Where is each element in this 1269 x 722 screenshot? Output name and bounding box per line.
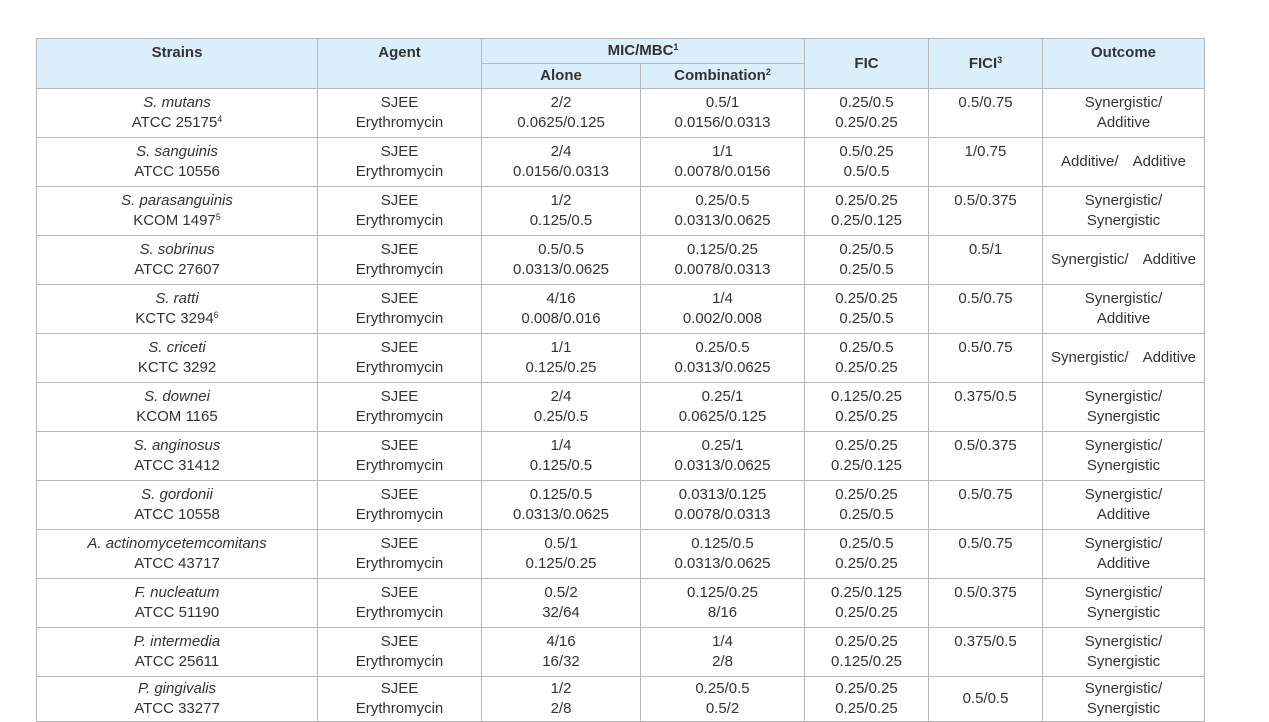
table-row	[37, 481, 1205, 530]
alone-cell	[482, 285, 641, 334]
fici-cell	[929, 383, 1043, 432]
fic-cell	[805, 89, 929, 138]
combination-value-2: 0.0313/0.0625	[674, 555, 771, 572]
strain-id: ATCC 25611	[134, 653, 220, 670]
agent-1: SJEE	[380, 290, 419, 307]
fic-cell	[805, 187, 929, 236]
agent-2: Erythromycin	[355, 653, 444, 670]
fici-value: 0.5/0.375	[954, 584, 1017, 601]
combination-value-2: 0.0313/0.0625	[674, 212, 771, 229]
alone-value-1: 0.5/0.5	[538, 241, 584, 258]
table-row	[37, 677, 1205, 722]
agent-2: Erythromycin	[355, 408, 444, 425]
strain-id: KCTC 3292	[137, 359, 217, 376]
outcome-value-2: Additive	[1096, 506, 1151, 523]
table-row	[37, 285, 1205, 334]
outcome-cell	[1043, 432, 1205, 481]
fic-value-2: 0.25/0.25	[835, 604, 898, 621]
combination-value-1: 1/1	[712, 143, 733, 160]
combination-value-2: 0.0078/0.0313	[674, 261, 771, 278]
outcome-cell	[1043, 138, 1205, 187]
agent-2: Erythromycin	[355, 506, 444, 523]
alone-value-2: 0.25/0.5	[533, 408, 589, 425]
alone-value-2: 32/64	[542, 604, 580, 621]
fici-value: 0.5/0.375	[954, 192, 1017, 209]
combination-value-1: 1/4	[712, 633, 733, 650]
agent-1: SJEE	[380, 339, 419, 356]
species-name: S. criceti	[148, 339, 206, 356]
agent-1: SJEE	[380, 633, 419, 650]
combination-value-1: 0.125/0.25	[687, 241, 758, 258]
alone-cell	[482, 579, 641, 628]
alone-value-1: 1/1	[550, 339, 572, 356]
agent-1: SJEE	[380, 388, 419, 405]
alone-value-2: 16/32	[542, 653, 580, 670]
fic-value-1: 0.25/0.5	[839, 94, 894, 111]
agent-2: Erythromycin	[355, 457, 444, 474]
alone-cell	[482, 432, 641, 481]
alone-value-1: 2/4	[550, 388, 572, 405]
footnote-marker: 3	[997, 54, 1003, 65]
outcome-cell	[1043, 628, 1205, 677]
fici-value: 0.5/0.75	[958, 535, 1013, 552]
outcome-value-1: Synergistic/	[1084, 290, 1163, 307]
fici-cell	[929, 285, 1043, 334]
agent-cell	[318, 579, 482, 628]
agent-cell	[318, 187, 482, 236]
species-name: A. actinomycetemcomitans	[87, 535, 267, 552]
outcome-cell	[1043, 677, 1205, 722]
strain-id: ATCC 10556	[134, 163, 220, 180]
outcome-value-2: Synergistic	[1086, 653, 1161, 670]
outcome-value-1: Synergistic/	[1051, 251, 1129, 268]
alone-value-1: 4/16	[546, 633, 576, 650]
agent-cell	[318, 334, 482, 383]
agent-1: SJEE	[380, 143, 419, 160]
agent-cell	[318, 677, 482, 722]
alone-cell	[482, 187, 641, 236]
strain-id: KCOM 1165	[136, 408, 218, 425]
combination-cell	[641, 187, 805, 236]
strain-cell	[37, 89, 318, 138]
outcome-value-2: Additive	[1096, 555, 1151, 572]
header-alone: Alone	[482, 64, 641, 89]
header-agent: Agent	[318, 39, 482, 89]
outcome-value-2: Additive	[1132, 153, 1186, 170]
fic-value-1: 0.25/0.25	[835, 633, 898, 650]
fic-cell	[805, 236, 929, 285]
agent-2: Erythromycin	[355, 359, 444, 376]
outcome-value-1: Synergistic/	[1084, 535, 1163, 552]
outcome-cell	[1043, 187, 1205, 236]
table-row	[37, 530, 1205, 579]
combination-cell	[641, 138, 805, 187]
alone-value-1: 1/2	[550, 680, 572, 697]
alone-cell	[482, 628, 641, 677]
alone-cell	[482, 236, 641, 285]
strain-id: KCTC 3294$^6$	[135, 310, 219, 327]
footnote-marker: 4	[217, 114, 223, 124]
species-name: S. ratti	[155, 290, 199, 307]
combination-value-1: 1/4	[712, 290, 733, 307]
combination-cell	[641, 285, 805, 334]
alone-cell	[482, 481, 641, 530]
fici-value: 0.5/0.5	[962, 690, 1009, 707]
outcome-value-1: Synergistic/	[1084, 584, 1163, 601]
agent-2: Erythromycin	[355, 114, 444, 131]
agent-1: SJEE	[380, 680, 419, 697]
species-name: S. downei	[144, 388, 210, 405]
fici-cell	[929, 187, 1043, 236]
alone-value-2: 0.125/0.25	[525, 555, 597, 572]
agent-1: SJEE	[380, 241, 419, 258]
alone-value-2: 0.125/0.5	[529, 212, 593, 229]
fic-value-1: 0.25/0.125	[831, 584, 902, 601]
fic-value-2: 0.125/0.25	[831, 653, 902, 670]
alone-cell	[482, 383, 641, 432]
strain-cell	[37, 187, 318, 236]
combination-value-1: 0.25/0.5	[695, 192, 750, 209]
combination-value-2: 0.0078/0.0156	[674, 163, 771, 180]
footnote-marker: 5	[215, 212, 221, 222]
agent-1: SJEE	[380, 94, 419, 111]
fic-cell	[805, 138, 929, 187]
fici-cell	[929, 677, 1043, 722]
fici-cell	[929, 628, 1043, 677]
alone-value-1: 0.125/0.5	[529, 486, 593, 503]
alone-value-2: 0.0625/0.125	[517, 114, 605, 131]
alone-cell	[482, 677, 641, 722]
fici-cell	[929, 89, 1043, 138]
fic-value-1: 0.25/0.25	[835, 486, 898, 503]
agent-cell	[318, 628, 482, 677]
strain-id: ATCC 43717	[134, 555, 220, 572]
alone-cell	[482, 138, 641, 187]
footnote-marker: 2	[765, 67, 771, 77]
table-row	[37, 187, 1205, 236]
strain-id: ATCC 25175$^4$	[131, 114, 223, 131]
outcome-value-2: Synergistic	[1086, 457, 1161, 474]
fici-cell	[929, 579, 1043, 628]
combination-value-1: 0.125/0.5	[691, 535, 754, 552]
combination-cell	[641, 481, 805, 530]
fic-value-2: 0.25/0.5	[839, 261, 894, 278]
outcome-value-1: Synergistic/	[1084, 486, 1163, 503]
species-name: S. anginosus	[133, 437, 221, 454]
combination-value-1: 0.25/1	[701, 437, 744, 454]
fic-cell	[805, 334, 929, 383]
agent-cell	[318, 138, 482, 187]
fici-value: 1/0.75	[964, 143, 1007, 160]
alone-value-1: 4/16	[546, 290, 576, 307]
fic-value-1: 0.25/0.5	[839, 241, 894, 258]
combination-value-2: 0.5/2	[705, 700, 740, 717]
fici-cell	[929, 530, 1043, 579]
alone-value-1: 1/2	[550, 192, 572, 209]
fic-value-2: 0.25/0.125	[831, 457, 902, 474]
strain-cell	[37, 383, 318, 432]
alone-cell	[482, 530, 641, 579]
agent-2: Erythromycin	[355, 163, 444, 180]
agent-cell	[318, 432, 482, 481]
strain-cell	[37, 236, 318, 285]
fic-value-2: 0.25/0.25	[835, 555, 898, 572]
combination-value-2: 0.002/0.008	[682, 310, 763, 327]
fic-value-1: 0.25/0.5	[839, 535, 894, 552]
alone-value-1: 2/2	[550, 94, 572, 111]
strain-cell	[37, 138, 318, 187]
table-row	[37, 432, 1205, 481]
fic-cell	[805, 579, 929, 628]
outcome-cell	[1043, 530, 1205, 579]
alone-value-2: 0.125/0.5	[529, 457, 593, 474]
agent-1: SJEE	[380, 486, 419, 503]
agent-2: Erythromycin	[355, 700, 444, 717]
table-row	[37, 579, 1205, 628]
alone-value-1: 2/4	[550, 143, 572, 160]
agent-1: SJEE	[380, 535, 419, 552]
agent-cell	[318, 530, 482, 579]
outcome-value-2: Synergistic	[1086, 700, 1161, 717]
combination-cell	[641, 677, 805, 722]
outcome-value-1: Synergistic/	[1084, 633, 1163, 650]
header-combination: Combination$^2$	[641, 64, 805, 89]
table-header	[37, 39, 1205, 89]
header-outcome: Outcome	[1043, 39, 1205, 89]
species-name: S. sobrinus	[139, 241, 215, 258]
agent-cell	[318, 481, 482, 530]
outcome-cell	[1043, 481, 1205, 530]
footnote-marker: 6	[213, 310, 219, 320]
fic-value-2: 0.25/0.25	[835, 114, 898, 131]
fic-value-1: 0.25/0.25	[835, 680, 898, 697]
outcome-cell	[1043, 383, 1205, 432]
strain-id: KCOM 1497$^5$	[133, 212, 221, 229]
fic-value-2: 0.25/0.25	[835, 359, 898, 376]
alone-value-2: 0.008/0.016	[521, 310, 601, 327]
fici-value: 0.5/0.75	[958, 486, 1013, 503]
fic-value-2: 0.5/0.5	[843, 163, 890, 180]
combination-value-1: 0.0313/0.125	[678, 486, 767, 503]
combination-cell	[641, 89, 805, 138]
fic-value-1: 0.25/0.25	[835, 290, 898, 307]
outcome-value-2: Additive	[1096, 114, 1151, 131]
fici-cell	[929, 236, 1043, 285]
combination-cell	[641, 334, 805, 383]
combination-value-2: 0.0625/0.125	[678, 408, 767, 425]
outcome-cell	[1043, 334, 1205, 383]
fic-cell	[805, 285, 929, 334]
alone-value-2: 0.125/0.25	[525, 359, 597, 376]
strain-cell	[37, 530, 318, 579]
species-name: S. mutans	[143, 94, 211, 111]
combination-cell	[641, 530, 805, 579]
alone-cell	[482, 89, 641, 138]
strain-id: ATCC 27607	[134, 261, 220, 278]
species-name: P. gingivalis	[137, 680, 217, 697]
outcome-cell	[1043, 285, 1205, 334]
fic-value-1: 0.125/0.25	[831, 388, 902, 405]
alone-value-1: 1/4	[550, 437, 572, 454]
outcome-value-2: Additive	[1142, 251, 1196, 268]
fici-value: 0.5/0.75	[958, 290, 1013, 307]
fic-value-1: 0.5/0.25	[839, 143, 894, 160]
outcome-value-1: Synergistic/	[1084, 192, 1163, 209]
agent-2: Erythromycin	[355, 310, 444, 327]
outcome-value-1: Synergistic/	[1084, 94, 1163, 111]
table-row	[37, 89, 1205, 138]
agent-cell	[318, 236, 482, 285]
alone-value-2: 0.0313/0.0625	[513, 261, 609, 278]
combination-value-2: 0.0156/0.0313	[674, 114, 771, 131]
agent-1: SJEE	[380, 192, 419, 209]
header-strains: Strains	[37, 39, 318, 89]
fic-cell	[805, 677, 929, 722]
alone-value-2: 2/8	[550, 700, 572, 717]
combination-value-2: 8/16	[707, 604, 738, 621]
fic-cell	[805, 530, 929, 579]
header-fici: FICI$^3$	[929, 39, 1043, 89]
strain-id: ATCC 33277	[134, 700, 220, 717]
outcome-cell	[1043, 579, 1205, 628]
species-name: S. parasanguinis	[121, 192, 233, 209]
table-row	[37, 334, 1205, 383]
fic-value-2: 0.25/0.25	[835, 700, 898, 717]
outcome-value-1: Synergistic/	[1084, 437, 1163, 454]
agent-2: Erythromycin	[355, 261, 444, 278]
fic-value-1: 0.25/0.5	[839, 339, 894, 356]
outcome-value-1: Additive/	[1061, 153, 1119, 170]
fic-value-2: 0.25/0.5	[839, 310, 894, 327]
fic-value-1: 0.25/0.25	[835, 437, 898, 454]
table-container	[36, 38, 1205, 722]
outcome-value-2: Synergistic	[1086, 212, 1161, 229]
fic-cell	[805, 383, 929, 432]
fici-cell	[929, 334, 1043, 383]
table-row	[37, 628, 1205, 677]
species-name: P. intermedia	[133, 633, 221, 650]
outcome-value-2: Synergistic	[1086, 604, 1161, 621]
table-row	[37, 236, 1205, 285]
outcome-value-2: Additive	[1142, 349, 1196, 366]
agent-cell	[318, 89, 482, 138]
outcome-cell	[1043, 236, 1205, 285]
mic-mbc-table	[36, 38, 1205, 722]
alone-value-2: 0.0156/0.0313	[513, 163, 609, 180]
fici-value: 0.375/0.5	[954, 633, 1017, 650]
strain-cell	[37, 285, 318, 334]
strain-id: ATCC 10558	[134, 506, 220, 523]
alone-value-1: 0.5/2	[544, 584, 578, 601]
alone-value-1: 0.5/1	[544, 535, 578, 552]
fici-value: 0.375/0.5	[954, 388, 1017, 405]
table-row	[37, 383, 1205, 432]
fici-cell	[929, 432, 1043, 481]
outcome-value-1: Synergistic/	[1084, 388, 1163, 405]
combination-value-2: 0.0078/0.0313	[674, 506, 771, 523]
fic-cell	[805, 481, 929, 530]
agent-2: Erythromycin	[355, 212, 444, 229]
combination-cell	[641, 383, 805, 432]
table-body	[37, 89, 1205, 722]
combination-value-2: 0.0313/0.0625	[674, 359, 771, 376]
combination-value-1: 0.25/1	[701, 388, 744, 405]
fic-value-2: 0.25/0.5	[839, 506, 894, 523]
combination-cell	[641, 579, 805, 628]
table-row	[37, 138, 1205, 187]
combination-value-2: 0.0313/0.0625	[674, 457, 771, 474]
combination-value-1: 0.125/0.25	[687, 584, 758, 601]
species-name: F. nucleatum	[134, 584, 220, 601]
strain-cell	[37, 677, 318, 722]
fici-value: 0.5/0.375	[954, 437, 1017, 454]
agent-cell	[318, 285, 482, 334]
header-mic-mbc: MIC/MBC$^1$	[482, 39, 805, 64]
combination-cell	[641, 236, 805, 285]
fici-value: 0.5/0.75	[958, 339, 1013, 356]
strain-cell	[37, 579, 318, 628]
fici-value: 0.5/0.75	[958, 94, 1013, 111]
fici-cell	[929, 138, 1043, 187]
agent-2: Erythromycin	[355, 604, 444, 621]
strain-cell	[37, 481, 318, 530]
outcome-value-1: Synergistic/	[1084, 680, 1163, 697]
outcome-cell	[1043, 89, 1205, 138]
outcome-value-2: Additive	[1096, 310, 1151, 327]
agent-2: Erythromycin	[355, 555, 444, 572]
combination-cell	[641, 432, 805, 481]
footnote-marker: 1	[673, 42, 679, 52]
strain-id: ATCC 51190	[134, 604, 220, 621]
agent-cell	[318, 383, 482, 432]
alone-cell	[482, 334, 641, 383]
strain-cell	[37, 628, 318, 677]
outcome-value-2: Synergistic	[1086, 408, 1161, 425]
strain-id: ATCC 31412	[134, 457, 220, 474]
strain-cell	[37, 334, 318, 383]
combination-value-1: 0.5/1	[705, 94, 740, 111]
strain-cell	[37, 432, 318, 481]
agent-1: SJEE	[380, 584, 419, 601]
combination-cell	[641, 628, 805, 677]
header-fic: FIC	[805, 39, 929, 89]
combination-value-2: 2/8	[712, 653, 733, 670]
fici-cell	[929, 481, 1043, 530]
alone-value-2: 0.0313/0.0625	[513, 506, 609, 523]
combination-value-1: 0.25/0.5	[695, 680, 750, 697]
agent-1: SJEE	[380, 437, 419, 454]
species-name: S. gordonii	[141, 486, 213, 503]
fic-value-1: 0.25/0.25	[835, 192, 898, 209]
fic-value-2: 0.25/0.25	[835, 408, 898, 425]
combination-value-1: 0.25/0.5	[695, 339, 750, 356]
fici-value: 0.5/1	[968, 241, 1003, 258]
fic-cell	[805, 628, 929, 677]
fic-value-2: 0.25/0.125	[831, 212, 902, 229]
fic-cell	[805, 432, 929, 481]
species-name: S. sanguinis	[136, 143, 218, 160]
outcome-value-1: Synergistic/	[1051, 349, 1129, 366]
